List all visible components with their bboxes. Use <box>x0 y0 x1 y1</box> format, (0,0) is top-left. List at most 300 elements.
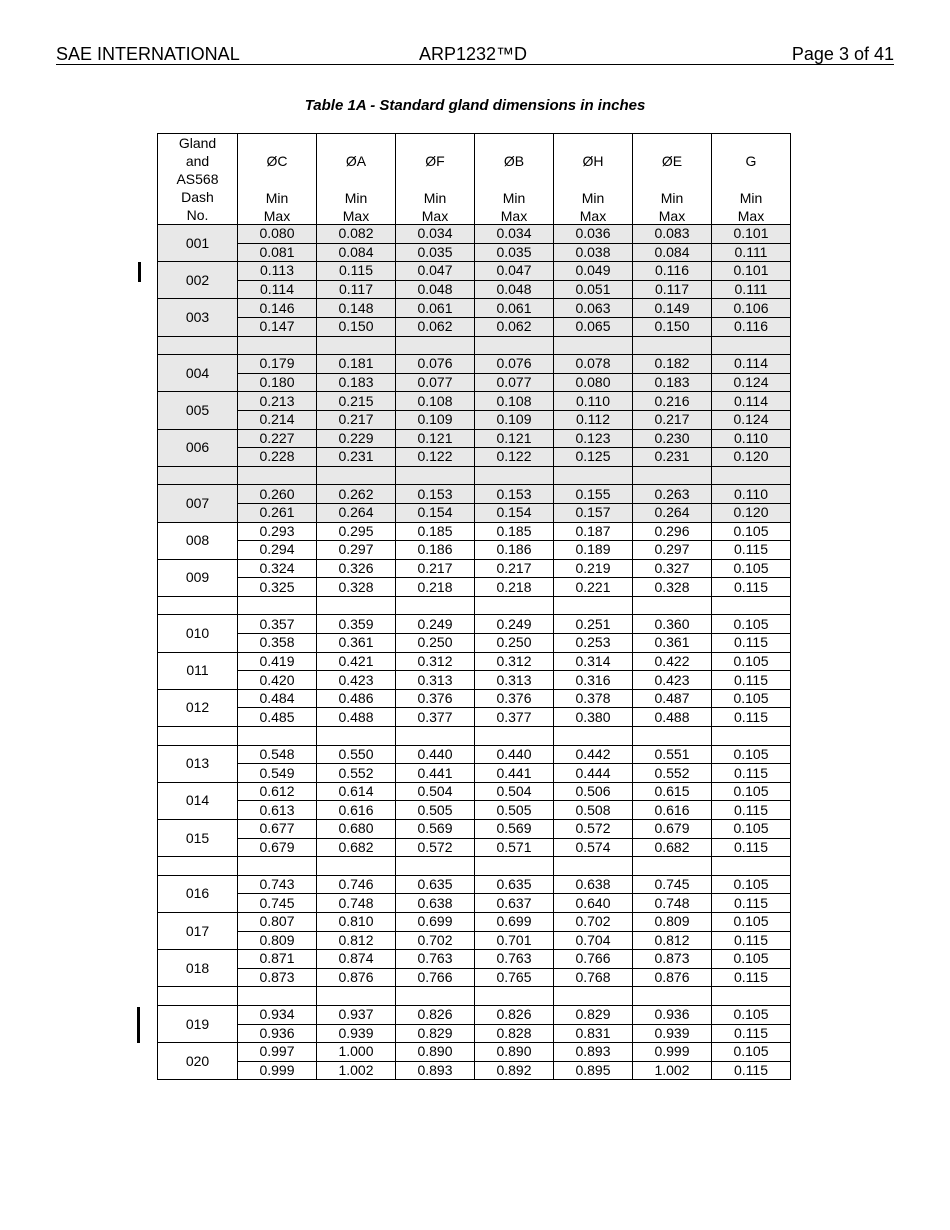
min-value-cell: 0.312 <box>396 652 475 671</box>
min-max-label <box>238 189 316 225</box>
max-value-cell: 0.377 <box>396 708 475 727</box>
min-value-cell: 0.080 <box>238 225 317 244</box>
max-value-cell: 0.231 <box>317 448 396 467</box>
min-value-cell: 0.295 <box>317 522 396 541</box>
dash-number-cell: 013 <box>158 745 238 782</box>
min-value-cell: 0.359 <box>317 615 396 634</box>
max-value-cell: 0.115 <box>712 764 791 783</box>
max-value-cell: 0.217 <box>317 410 396 429</box>
max-value-cell: 0.380 <box>554 708 633 727</box>
min-value-cell: 0.047 <box>396 262 475 281</box>
min-label: Min <box>581 190 605 206</box>
spacer-cell <box>475 596 554 615</box>
max-value-cell: 0.638 <box>396 894 475 913</box>
min-value-cell: 0.999 <box>633 1043 712 1062</box>
min-value-cell: 0.076 <box>475 355 554 374</box>
max-value-cell: 0.115 <box>712 1061 791 1080</box>
column-symbol: ØH <box>582 153 604 169</box>
min-value-cell: 0.550 <box>317 745 396 764</box>
min-value-cell: 0.504 <box>396 782 475 801</box>
max-value-cell: 0.420 <box>238 671 317 690</box>
max-value-cell: 0.508 <box>554 801 633 820</box>
min-value-cell: 0.504 <box>475 782 554 801</box>
min-value-cell: 0.614 <box>317 782 396 801</box>
dash-number-cell: 009 <box>158 559 238 596</box>
column-symbol: ØF <box>425 153 445 169</box>
min-value-cell: 0.101 <box>712 262 791 281</box>
spacer-row <box>158 857 791 876</box>
min-value-cell: 0.746 <box>317 875 396 894</box>
max-label: Max <box>342 208 370 224</box>
max-value-cell: 0.048 <box>396 280 475 299</box>
min-value-cell: 0.890 <box>396 1043 475 1062</box>
min-value-cell: 0.146 <box>238 299 317 318</box>
max-value-cell: 0.115 <box>712 708 791 727</box>
min-value-cell: 0.766 <box>554 950 633 969</box>
max-value-cell: 0.038 <box>554 243 633 262</box>
max-value-cell: 0.115 <box>712 671 791 690</box>
max-value-cell: 0.488 <box>317 708 396 727</box>
min-value-cell: 0.217 <box>475 559 554 578</box>
min-value-cell: 0.810 <box>317 912 396 931</box>
table-row-min <box>158 615 791 634</box>
min-value-cell: 0.061 <box>475 299 554 318</box>
min-max-label <box>712 189 790 225</box>
spacer-cell <box>158 857 238 876</box>
min-label: Min <box>265 190 289 206</box>
min-value-cell: 0.034 <box>475 225 554 244</box>
max-value-cell: 0.228 <box>238 448 317 467</box>
gland-dash-header <box>158 134 238 225</box>
max-value-cell: 0.294 <box>238 541 317 560</box>
max-value-cell: 0.328 <box>317 578 396 597</box>
max-value-cell: 0.150 <box>317 317 396 336</box>
dash-number-cell: 010 <box>158 615 238 652</box>
table-row-max <box>158 968 791 987</box>
min-value-cell: 0.314 <box>554 652 633 671</box>
max-value-cell: 0.316 <box>554 671 633 690</box>
max-value-cell: 0.112 <box>554 410 633 429</box>
dash-number-cell: 019 <box>158 1005 238 1042</box>
min-value-cell: 0.216 <box>633 392 712 411</box>
min-value-cell: 0.376 <box>475 689 554 708</box>
min-label: Min <box>502 190 526 206</box>
min-value-cell: 0.187 <box>554 522 633 541</box>
spacer-row <box>158 727 791 746</box>
min-value-cell: 0.677 <box>238 820 317 839</box>
max-value-cell: 0.077 <box>475 373 554 392</box>
max-value-cell: 0.250 <box>396 634 475 653</box>
min-value-cell: 0.105 <box>712 875 791 894</box>
spacer-cell <box>475 466 554 485</box>
spacer-cell <box>554 596 633 615</box>
min-value-cell: 0.110 <box>712 429 791 448</box>
table-row-max <box>158 410 791 429</box>
min-value-cell: 0.105 <box>712 1043 791 1062</box>
min-value-cell: 0.312 <box>475 652 554 671</box>
max-value-cell: 0.745 <box>238 894 317 913</box>
min-max-label <box>317 189 395 225</box>
max-value-cell: 0.115 <box>712 968 791 987</box>
max-value-cell: 0.895 <box>554 1061 633 1080</box>
table-row-min <box>158 1043 791 1062</box>
min-value-cell: 0.182 <box>633 355 712 374</box>
min-value-cell: 0.699 <box>396 912 475 931</box>
max-value-cell: 0.147 <box>238 317 317 336</box>
dash-number-cell: 011 <box>158 652 238 689</box>
max-value-cell: 0.682 <box>633 838 712 857</box>
min-value-cell: 0.378 <box>554 689 633 708</box>
min-value-cell: 0.047 <box>475 262 554 281</box>
min-value-cell: 0.105 <box>712 522 791 541</box>
min-value-cell: 0.105 <box>712 912 791 931</box>
table-row-max <box>158 764 791 783</box>
max-value-cell: 0.876 <box>317 968 396 987</box>
min-value-cell: 0.421 <box>317 652 396 671</box>
max-value-cell: 0.186 <box>396 541 475 560</box>
spacer-cell <box>317 857 396 876</box>
max-value-cell: 0.574 <box>554 838 633 857</box>
column-symbol: ØA <box>345 153 367 169</box>
table-row-min <box>158 950 791 969</box>
gland-header-word: AS568 <box>176 171 219 187</box>
max-value-cell: 0.939 <box>317 1024 396 1043</box>
gland-header-word: Gland <box>178 135 217 151</box>
spacer-cell <box>633 987 712 1006</box>
max-label: Max <box>500 208 528 224</box>
min-value-cell: 0.893 <box>554 1043 633 1062</box>
max-value-cell: 0.829 <box>396 1024 475 1043</box>
min-value-cell: 0.153 <box>396 485 475 504</box>
table-row-min <box>158 485 791 504</box>
min-value-cell: 0.638 <box>554 875 633 894</box>
table-row-min <box>158 1005 791 1024</box>
max-value-cell: 0.488 <box>633 708 712 727</box>
max-value-cell: 0.111 <box>712 243 791 262</box>
min-value-cell: 0.215 <box>317 392 396 411</box>
max-label: Max <box>658 208 686 224</box>
max-value-cell: 0.765 <box>475 968 554 987</box>
spacer-cell <box>633 466 712 485</box>
min-value-cell: 0.262 <box>317 485 396 504</box>
column-header <box>396 134 475 225</box>
dash-number-cell: 003 <box>158 299 238 336</box>
max-value-cell: 0.809 <box>238 931 317 950</box>
min-value-cell: 0.936 <box>633 1005 712 1024</box>
max-value-cell: 0.328 <box>633 578 712 597</box>
spacer-cell <box>396 466 475 485</box>
max-value-cell: 0.115 <box>712 894 791 913</box>
min-value-cell: 0.807 <box>238 912 317 931</box>
min-value-cell: 0.230 <box>633 429 712 448</box>
min-value-cell: 0.229 <box>317 429 396 448</box>
min-value-cell: 0.108 <box>475 392 554 411</box>
min-value-cell: 0.422 <box>633 652 712 671</box>
max-value-cell: 0.640 <box>554 894 633 913</box>
min-value-cell: 0.149 <box>633 299 712 318</box>
min-value-cell: 0.442 <box>554 745 633 764</box>
max-value-cell: 0.682 <box>317 838 396 857</box>
table-row-min <box>158 299 791 318</box>
min-value-cell: 0.487 <box>633 689 712 708</box>
max-value-cell: 0.361 <box>317 634 396 653</box>
max-value-cell: 0.217 <box>633 410 712 429</box>
min-max-label <box>633 189 711 225</box>
max-value-cell: 0.051 <box>554 280 633 299</box>
max-value-cell: 0.189 <box>554 541 633 560</box>
min-value-cell: 0.809 <box>633 912 712 931</box>
max-value-cell: 0.115 <box>712 634 791 653</box>
min-value-cell: 0.110 <box>554 392 633 411</box>
table-row-max <box>158 373 791 392</box>
max-value-cell: 0.122 <box>475 448 554 467</box>
min-max-label <box>396 189 474 225</box>
max-value-cell: 0.261 <box>238 503 317 522</box>
max-value-cell: 0.180 <box>238 373 317 392</box>
min-value-cell: 0.635 <box>396 875 475 894</box>
max-value-cell: 0.552 <box>317 764 396 783</box>
max-value-cell: 0.109 <box>475 410 554 429</box>
min-value-cell: 0.105 <box>712 615 791 634</box>
max-value-cell: 0.701 <box>475 931 554 950</box>
max-value-cell: 0.117 <box>317 280 396 299</box>
max-value-cell: 0.035 <box>475 243 554 262</box>
spacer-cell <box>396 336 475 355</box>
max-value-cell: 0.115 <box>712 838 791 857</box>
min-value-cell: 0.324 <box>238 559 317 578</box>
min-value-cell: 0.213 <box>238 392 317 411</box>
table-row-min <box>158 355 791 374</box>
min-value-cell: 0.680 <box>317 820 396 839</box>
spacer-cell <box>238 466 317 485</box>
min-value-cell: 0.871 <box>238 950 317 969</box>
spacer-cell <box>238 857 317 876</box>
column-header <box>633 134 712 225</box>
min-value-cell: 0.179 <box>238 355 317 374</box>
max-value-cell: 0.876 <box>633 968 712 987</box>
spacer-cell <box>158 987 238 1006</box>
min-value-cell: 0.572 <box>554 820 633 839</box>
min-value-cell: 0.440 <box>475 745 554 764</box>
table-row-max <box>158 503 791 522</box>
max-value-cell: 0.768 <box>554 968 633 987</box>
max-value-cell: 0.936 <box>238 1024 317 1043</box>
max-value-cell: 0.264 <box>633 503 712 522</box>
spacer-cell <box>475 727 554 746</box>
dash-number-cell: 020 <box>158 1043 238 1080</box>
max-value-cell: 0.616 <box>633 801 712 820</box>
spacer-row <box>158 596 791 615</box>
table-row-min <box>158 875 791 894</box>
min-value-cell: 0.551 <box>633 745 712 764</box>
min-value-cell: 0.419 <box>238 652 317 671</box>
min-value-cell: 0.679 <box>633 820 712 839</box>
min-value-cell: 0.826 <box>475 1005 554 1024</box>
min-value-cell: 0.296 <box>633 522 712 541</box>
page-header <box>56 44 894 65</box>
max-value-cell: 0.812 <box>317 931 396 950</box>
spacer-cell <box>712 596 791 615</box>
max-value-cell: 0.231 <box>633 448 712 467</box>
max-value-cell: 0.048 <box>475 280 554 299</box>
min-value-cell: 0.105 <box>712 745 791 764</box>
max-value-cell: 0.361 <box>633 634 712 653</box>
min-value-cell: 0.249 <box>396 615 475 634</box>
min-value-cell: 0.326 <box>317 559 396 578</box>
min-value-cell: 0.548 <box>238 745 317 764</box>
max-value-cell: 0.114 <box>238 280 317 299</box>
dash-number-cell: 008 <box>158 522 238 559</box>
max-value-cell: 0.441 <box>475 764 554 783</box>
min-value-cell: 0.486 <box>317 689 396 708</box>
min-label: Min <box>344 190 368 206</box>
table-row-max <box>158 578 791 597</box>
max-value-cell: 0.358 <box>238 634 317 653</box>
max-value-cell: 0.702 <box>396 931 475 950</box>
table-row-max <box>158 1061 791 1080</box>
min-value-cell: 0.113 <box>238 262 317 281</box>
spacer-cell <box>712 727 791 746</box>
dash-number-cell: 006 <box>158 429 238 466</box>
spacer-cell <box>396 596 475 615</box>
min-value-cell: 0.061 <box>396 299 475 318</box>
min-value-cell: 0.873 <box>633 950 712 969</box>
dash-number-cell: 004 <box>158 355 238 392</box>
max-value-cell: 0.062 <box>396 317 475 336</box>
dash-number-cell: 005 <box>158 392 238 429</box>
spacer-cell <box>554 727 633 746</box>
gland-header-word: Dash <box>181 189 214 205</box>
min-value-cell: 0.181 <box>317 355 396 374</box>
max-value-cell: 0.313 <box>396 671 475 690</box>
max-value-cell: 0.124 <box>712 373 791 392</box>
gland-header-word: and <box>185 153 210 169</box>
max-value-cell: 0.125 <box>554 448 633 467</box>
min-value-cell: 0.078 <box>554 355 633 374</box>
min-value-cell: 0.743 <box>238 875 317 894</box>
max-value-cell: 0.377 <box>475 708 554 727</box>
min-value-cell: 0.874 <box>317 950 396 969</box>
max-value-cell: 0.831 <box>554 1024 633 1043</box>
table-row-max <box>158 541 791 560</box>
max-label: Max <box>421 208 449 224</box>
min-value-cell: 0.036 <box>554 225 633 244</box>
gland-header-word: No. <box>186 207 209 223</box>
table-row-min <box>158 820 791 839</box>
max-value-cell: 0.186 <box>475 541 554 560</box>
min-value-cell: 0.357 <box>238 615 317 634</box>
min-value-cell: 0.034 <box>396 225 475 244</box>
max-value-cell: 0.035 <box>396 243 475 262</box>
max-value-cell: 0.297 <box>633 541 712 560</box>
min-value-cell: 0.826 <box>396 1005 475 1024</box>
dash-number-cell: 017 <box>158 912 238 949</box>
spacer-cell <box>158 596 238 615</box>
dash-number-cell: 014 <box>158 782 238 819</box>
min-value-cell: 0.108 <box>396 392 475 411</box>
max-value-cell: 0.423 <box>317 671 396 690</box>
max-value-cell: 0.111 <box>712 280 791 299</box>
max-value-cell: 0.115 <box>712 931 791 950</box>
min-value-cell: 0.110 <box>712 485 791 504</box>
max-value-cell: 0.080 <box>554 373 633 392</box>
revision-change-bar <box>138 262 141 282</box>
min-value-cell: 0.327 <box>633 559 712 578</box>
max-value-cell: 0.115 <box>712 1024 791 1043</box>
max-value-cell: 0.154 <box>475 503 554 522</box>
table-row-min <box>158 912 791 931</box>
max-value-cell: 0.616 <box>317 801 396 820</box>
spacer-cell <box>317 987 396 1006</box>
max-value-cell: 0.116 <box>712 317 791 336</box>
spacer-cell <box>554 466 633 485</box>
min-value-cell: 0.745 <box>633 875 712 894</box>
max-value-cell: 0.214 <box>238 410 317 429</box>
min-value-cell: 0.063 <box>554 299 633 318</box>
min-value-cell: 0.185 <box>475 522 554 541</box>
min-value-cell: 0.612 <box>238 782 317 801</box>
max-label: Max <box>263 208 291 224</box>
spacer-cell <box>712 336 791 355</box>
document-number: ARP1232™D <box>419 44 528 64</box>
dash-number-cell: 007 <box>158 485 238 522</box>
min-value-cell: 0.569 <box>396 820 475 839</box>
min-value-cell: 0.260 <box>238 485 317 504</box>
spacer-cell <box>158 336 238 355</box>
column-header <box>712 134 791 225</box>
spacer-cell <box>238 727 317 746</box>
max-value-cell: 0.552 <box>633 764 712 783</box>
min-value-cell: 0.699 <box>475 912 554 931</box>
min-value-cell: 0.484 <box>238 689 317 708</box>
min-value-cell: 0.185 <box>396 522 475 541</box>
min-value-cell: 0.148 <box>317 299 396 318</box>
max-value-cell: 1.002 <box>633 1061 712 1080</box>
table-row-max <box>158 671 791 690</box>
table-row-max <box>158 634 791 653</box>
min-value-cell: 0.635 <box>475 875 554 894</box>
max-value-cell: 0.812 <box>633 931 712 950</box>
table-row-max <box>158 838 791 857</box>
page-number: Page 3 of 41 <box>791 44 894 64</box>
column-symbol: ØC <box>266 153 288 169</box>
max-value-cell: 0.748 <box>633 894 712 913</box>
max-value-cell: 0.150 <box>633 317 712 336</box>
min-value-cell: 0.153 <box>475 485 554 504</box>
min-value-cell: 0.115 <box>317 262 396 281</box>
spacer-cell <box>158 466 238 485</box>
max-value-cell: 0.183 <box>633 373 712 392</box>
max-value-cell: 0.505 <box>475 801 554 820</box>
spacer-cell <box>158 727 238 746</box>
spacer-cell <box>633 336 712 355</box>
max-value-cell: 0.549 <box>238 764 317 783</box>
max-value-cell: 0.250 <box>475 634 554 653</box>
spacer-cell <box>317 336 396 355</box>
spacer-cell <box>238 336 317 355</box>
min-label: Min <box>423 190 447 206</box>
dash-number-cell: 002 <box>158 262 238 299</box>
max-value-cell: 0.062 <box>475 317 554 336</box>
max-value-cell: 0.297 <box>317 541 396 560</box>
spacer-cell <box>238 987 317 1006</box>
max-value-cell: 0.571 <box>475 838 554 857</box>
min-max-label <box>554 189 632 225</box>
max-value-cell: 0.613 <box>238 801 317 820</box>
max-value-cell: 0.313 <box>475 671 554 690</box>
max-value-cell: 0.423 <box>633 671 712 690</box>
spacer-cell <box>238 596 317 615</box>
